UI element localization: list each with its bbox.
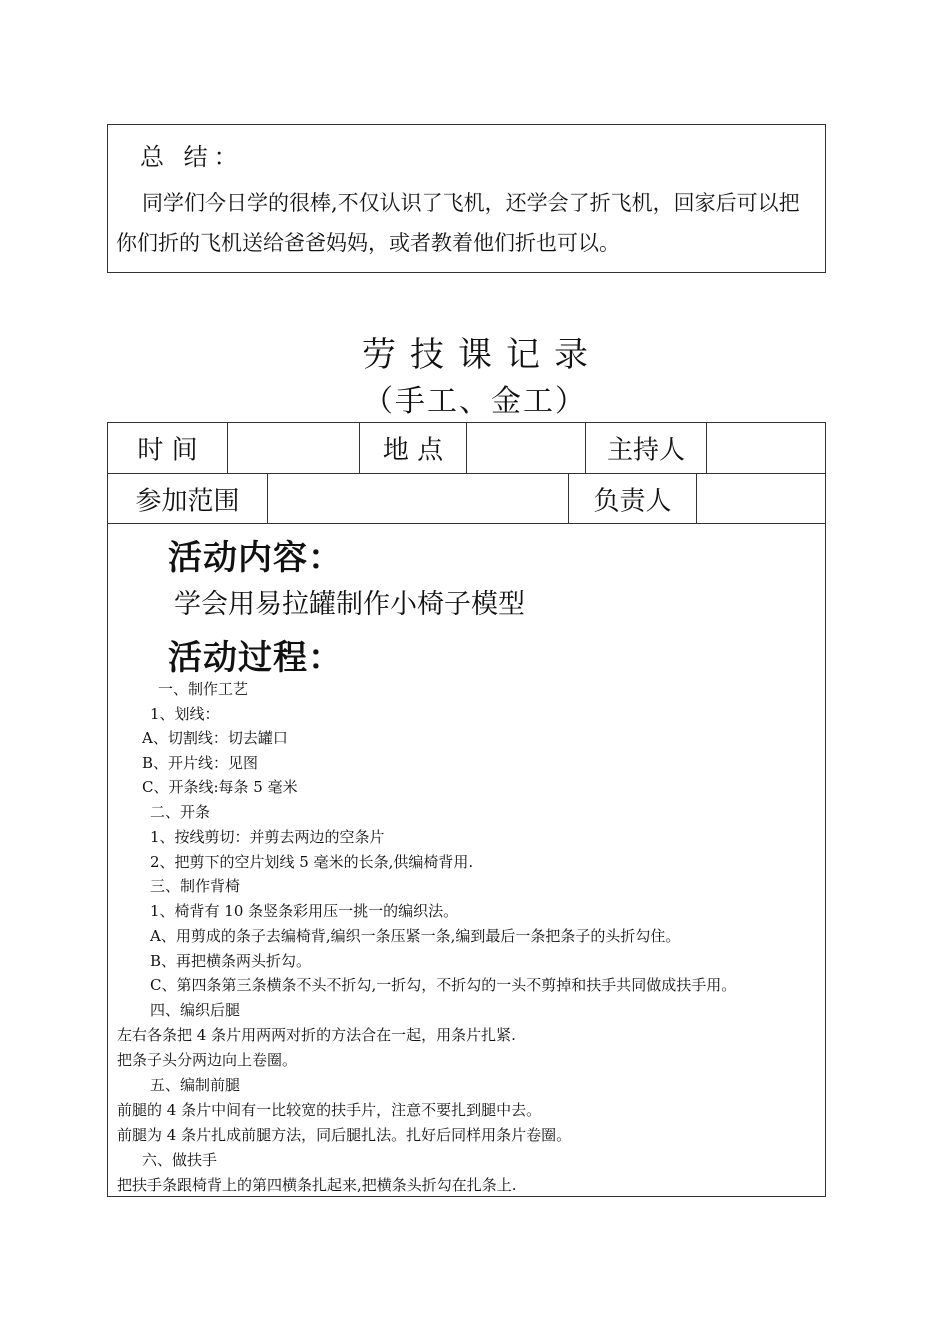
scope-label: 参加范围 [135,486,240,516]
process-line: C、开条线:每条 5 毫米 [142,778,298,796]
process-line: A、切割线：切去罐口 [142,729,288,747]
scope-value-cell [267,473,569,524]
host-label: 主持人 [606,435,685,466]
time-value-cell [227,422,360,474]
process-line: 1、按线剪切：并剪去两边的空条片 [150,828,385,846]
owner-label: 负责人 [593,486,672,516]
process-line: 把条子头分两边向上卷圈。 [117,1051,298,1069]
process-line: C、第四条第三条横条不头不折勾,一折勾，不折勾的一头不剪掉和扶手共同做成扶手用。 [150,976,737,994]
process-line: 2、把剪下的空片划线 5 毫米的长条,供编椅背用. [150,853,474,871]
place-label: 地 点 [382,435,444,466]
process-line: 六、做扶手 [142,1151,218,1169]
time-label-cell [107,422,228,474]
process-line: A、用剪成的条子去编椅背,编织一条压紧一条,编到最后一条把条子的头折勾住。 [150,927,681,945]
process-line: 左右各条把 4 条片用两两对折的方法合在一起，用条片扎紧. [117,1026,516,1044]
host-value-cell [706,422,826,474]
process-line: 五、编制前腿 [150,1076,241,1094]
summary-heading: 总 结： [140,143,244,171]
process-line: 一、制作工艺 [158,680,249,698]
process-line: 四、编织后腿 [150,1001,241,1019]
process-line: 1、划线： [150,705,220,723]
process-line: B、开片线：见图 [142,754,259,772]
page-subtitle: （手工、金工） [363,384,587,419]
summary-box [107,124,826,273]
time-label: 时 间 [137,435,198,466]
scope-label-cell [107,473,268,524]
place-label-cell [359,422,467,474]
process-line: 把扶手条跟椅背上的第四横条扎起来,把横条头折勾在扎条上. [117,1176,517,1194]
process-heading: 活动过程： [168,638,343,678]
activity-text: 学会用易拉罐制作小椅子模型 [174,589,525,620]
place-value-cell [466,422,586,474]
process-line: 三、制作背椅 [150,877,241,895]
process-line: B、再把横条两头折勾。 [150,952,312,970]
process-line: 二、开条 [150,803,211,821]
summary-text: 同学们今日学的很棒,不仅认识了飞机，还学会了折飞机，回家后可以把你们折的飞机送给爸爸妈妈，或者教着他们折也可以。 [116,191,800,255]
owner-value-cell [696,473,826,524]
process-line: 前腿的 4 条片中间有一比较宽的扶手片，注意不要扎到腿中去。 [117,1101,542,1119]
process-line: 1、椅背有 10 条竖条彩用压一挑一的编织法。 [150,902,459,920]
activity-heading: 活动内容： [168,538,343,578]
content-box [107,523,826,1197]
host-label-cell [585,422,707,474]
owner-label-cell [568,473,697,524]
page-title: 劳技课记录 [362,335,602,375]
process-line: 前腿为 4 条片扎成前腿方法，同后腿扎法。扎好后同样用条片卷圈。 [117,1126,572,1144]
